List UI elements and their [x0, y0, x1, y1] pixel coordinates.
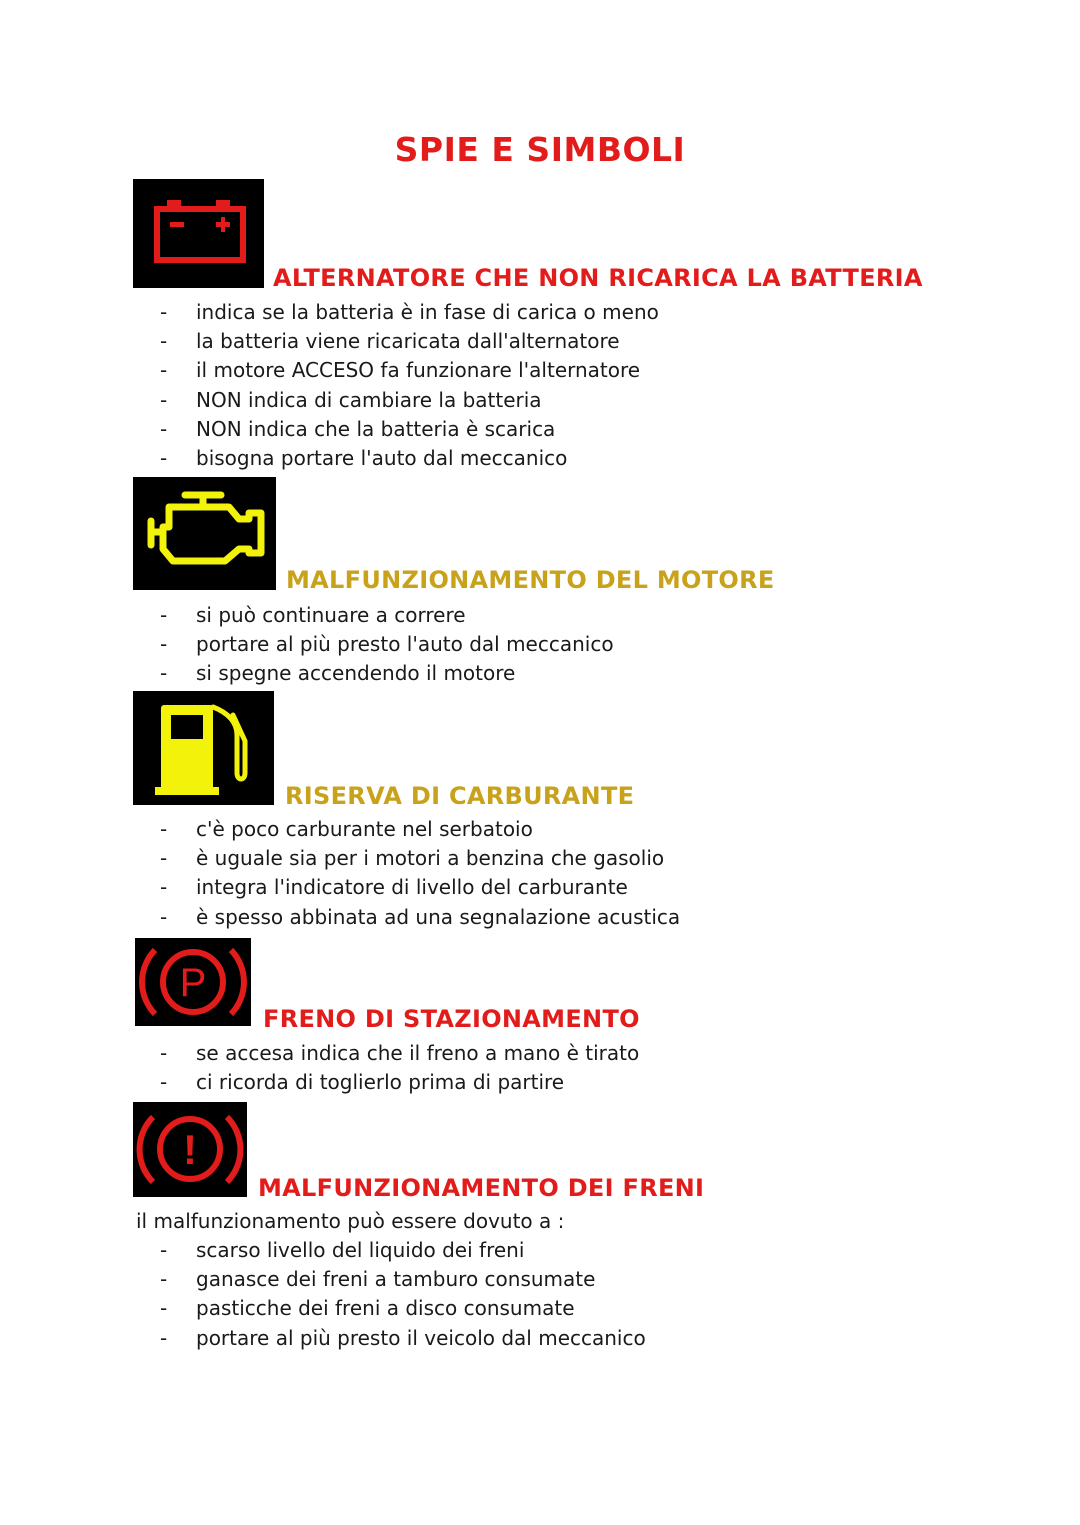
parking-brake-letter: P: [179, 961, 207, 1005]
list-item: - si spegne accendendo il motore: [160, 659, 614, 688]
list-carburante: [160, 815, 680, 932]
list-item: - indica se la batteria è in fase di carica o meno: [160, 298, 659, 327]
list-item: - bisogna portare l'auto dal meccanico: [160, 444, 659, 473]
list-item: - NON indica di cambiare la batteria: [160, 386, 659, 415]
list-freno-stazionamento: [160, 1039, 639, 1097]
list-item: - portare al più presto il veicolo dal meccanico: [160, 1324, 646, 1353]
section-heading-motore: MALFUNZIONAMENTO DEL MOTORE: [286, 566, 775, 594]
section-heading-freno-stazionamento: FRENO DI STAZIONAMENTO: [263, 1005, 640, 1033]
list-item: - è uguale sia per i motori a benzina che gasolio: [160, 844, 680, 873]
list-item: - il motore ACCESO fa funzionare l'alternatore: [160, 356, 659, 385]
list-item: - c'è poco carburante nel serbatoio: [160, 815, 680, 844]
brake-warning-icon: [133, 1102, 247, 1197]
list-item: - la batteria viene ricaricata dall'alternatore: [160, 327, 659, 356]
engine-icon: [133, 477, 276, 590]
list-item: - ganasce dei freni a tamburo consumate: [160, 1265, 646, 1294]
section-heading-carburante: RISERVA DI CARBURANTE: [285, 782, 635, 810]
list-item: - è spesso abbinata ad una segnalazione acustica: [160, 903, 680, 932]
section-intro-freni: il malfunzionamento può essere dovuto a :: [136, 1209, 565, 1233]
brake-warning-mark: !: [183, 1126, 197, 1173]
section-heading-freni: MALFUNZIONAMENTO DEI FRENI: [258, 1174, 705, 1202]
battery-icon: [133, 179, 264, 288]
list-item: - pasticche dei freni a disco consumate: [160, 1294, 646, 1323]
list-freni: [160, 1236, 646, 1353]
page-title: SPIE E SIMBOLI: [394, 130, 686, 169]
list-item: - ci ricorda di toglierlo prima di partire: [160, 1068, 639, 1097]
list-item: - NON indica che la batteria è scarica: [160, 415, 659, 444]
list-item: - si può continuare a correre: [160, 601, 614, 630]
section-heading-alternatore: ALTERNATORE CHE NON RICARICA LA BATTERIA: [273, 264, 923, 292]
list-alternatore: [160, 298, 659, 473]
parking-brake-icon: [135, 938, 251, 1026]
list-item: - portare al più presto l'auto dal meccanico: [160, 630, 614, 659]
fuel-pump-icon: [133, 691, 274, 805]
list-motore: [160, 601, 614, 689]
list-item: - scarso livello del liquido dei freni: [160, 1236, 646, 1265]
list-item: - se accesa indica che il freno a mano è tirato: [160, 1039, 639, 1068]
list-item: - integra l'indicatore di livello del carburante: [160, 873, 680, 902]
